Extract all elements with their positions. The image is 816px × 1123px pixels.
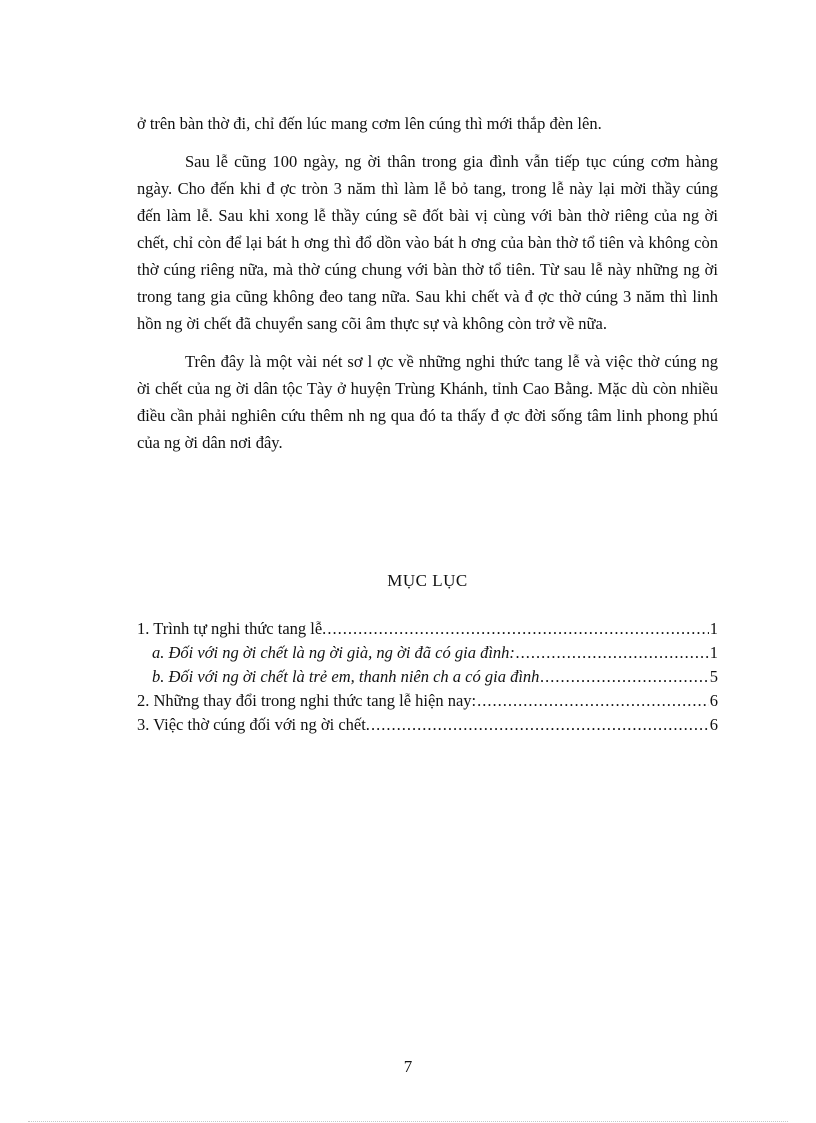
page-number: 7 (403, 1057, 413, 1076)
toc-dot-leader (327, 619, 708, 639)
paragraph-mourning-end: Sau lễ cũng 100 ngày, ng ời thân trong gia đình vẫn tiếp tục cúng cơm hàng ngày. Cho đến khi đ ợc tròn 3 năm thì làm lễ bỏ tang, trong lễ này lại mời thầy cúng đến làm lễ. Sau khi xong lễ thầy cúng sẽ đốt bài vị cùng với bàn thờ riêng của ng ời chết, chỉ còn để lại bát h ơng thì đổ dồn vào bát h ơng của bàn thờ tổ tiên và không còn thờ cúng riêng nữa, mà thờ cúng chung với bàn thờ tổ tiên. Từ sau lễ này những ng ời trong tang gia cũng không đeo tang nữa. Sau khi chết và đ ợc thờ cúng 3 năm thì linh hồn ng ời chết đã chuyển sang cõi âm thực sự và không còn trở về nữa. (137, 152, 718, 333)
body-text (137, 110, 718, 467)
toc-subentry[interactable] (137, 643, 718, 667)
toc-title: MỤC LỤC (387, 571, 468, 590)
table-of-contents (137, 619, 718, 739)
toc-dot-leader (540, 667, 708, 687)
toc-entry-label: 2. Những thay đổi trong nghi thức tang lễ hiện nay: (137, 691, 477, 710)
toc-entry-page: 5 (709, 667, 718, 686)
toc-entry-label: b. Đối với ng ời chết là trẻ em, thanh niên ch a có gia đình (152, 667, 540, 686)
toc-entry-page: 6 (709, 691, 718, 710)
toc-entry-label: 3. Việc thờ cúng đối với ng ời chết. (137, 715, 370, 734)
toc-subentry[interactable] (137, 667, 718, 691)
toc-dot-leader (477, 691, 709, 711)
toc-entry-label: a. Đối với ng ời chết là ng ời già, ng ời đã có gia đình: (152, 643, 515, 662)
toc-entry[interactable] (137, 619, 718, 643)
toc-entry-page: 1 (709, 643, 718, 662)
toc-entry-page: 6 (709, 715, 718, 734)
toc-entry[interactable] (137, 691, 718, 715)
toc-entry-page: 1 (709, 619, 718, 638)
footer-divider (28, 1121, 788, 1122)
paragraph-continuation: ở trên bàn thờ đi, chỉ đến lúc mang cơm lên cúng thì mới thắp đèn lên. (137, 114, 602, 133)
toc-dot-leader (371, 715, 709, 735)
paragraph-conclusion: Trên đây là một vài nét sơ l ợc về những nghi thức tang lễ và việc thờ cúng ng ời chết của ng ời dân tộc Tày ở huyện Trùng Khánh, tỉnh Cao Bằng. Mặc dù còn nhiều điều cần phải nghiên cứu thêm nh ng qua đó ta thấy đ ợc đời sống tâm linh phong phú của ng ời dân nơi đây. (137, 352, 718, 452)
toc-entry-label: 1. Trình tự nghi thức tang lễ. (137, 619, 327, 638)
toc-entry[interactable] (137, 715, 718, 739)
toc-dot-leader (516, 643, 709, 663)
